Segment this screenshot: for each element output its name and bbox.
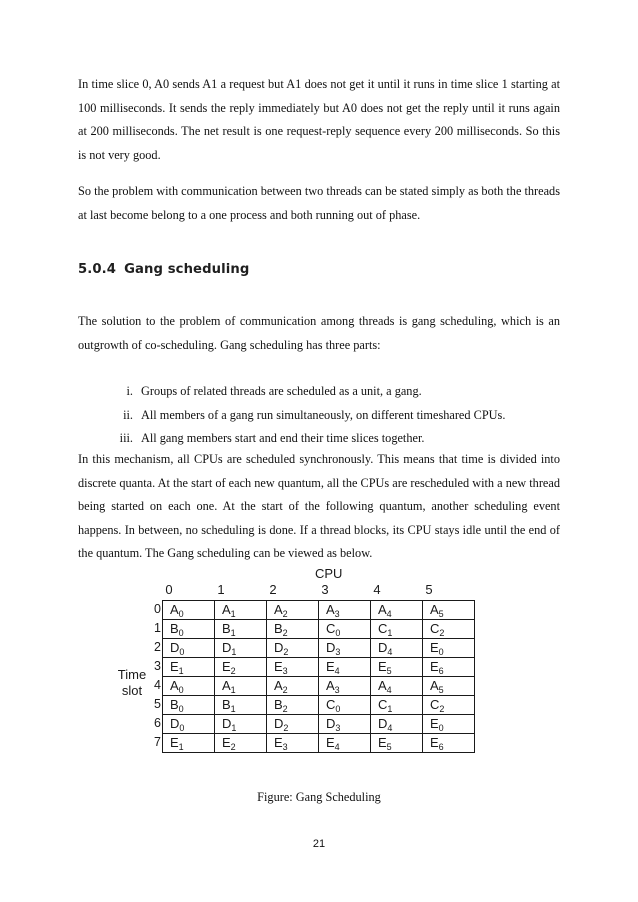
thread-index: 3 — [334, 684, 340, 695]
thread-cell — [215, 601, 267, 620]
thread-cell — [163, 734, 215, 753]
thread-letter: A — [222, 601, 231, 617]
thread-index: 0 — [179, 646, 185, 657]
thread-letter: A — [170, 677, 179, 693]
thread-index: 4 — [386, 684, 392, 695]
thread-index: 4 — [334, 741, 340, 752]
cpu-axis-label: CPU — [315, 566, 343, 581]
thread-index: 2 — [283, 646, 289, 657]
thread-index: 2 — [282, 608, 288, 619]
thread-cell — [423, 696, 475, 715]
paragraph-mechanism: In this mechanism, all CPUs are scheduled synchronously. This means that time is divided into discrete quanta. At the start of each new quantum, all the CPUs are rescheduled with a new thread being started on each one. At the start of the following quantum, another scheduling event happens. In between, no scheduling is done. If a thread blocks, its CPU stays idle until the end of the quantum. The Gang scheduling can be viewed as below. — [78, 452, 560, 560]
section-heading — [78, 262, 249, 277]
thread-index: 2 — [283, 722, 289, 733]
thread-cell — [423, 734, 475, 753]
thread-cell — [319, 620, 371, 639]
thread-cell — [163, 639, 215, 658]
thread-index: 0 — [438, 646, 444, 657]
thread-letter: E — [274, 658, 283, 674]
thread-index: 3 — [334, 608, 340, 619]
thread-letter: E — [274, 734, 283, 750]
table-row — [163, 696, 475, 715]
thread-index: 2 — [282, 703, 288, 714]
table-row — [163, 620, 475, 639]
thread-index: 5 — [386, 665, 392, 676]
thread-letter: E — [222, 658, 231, 674]
thread-letter: A — [274, 677, 283, 693]
thread-letter: C — [430, 696, 440, 712]
thread-letter: B — [274, 620, 283, 636]
thread-index: 1 — [231, 646, 237, 657]
time-slot-row-header: 6 — [154, 716, 161, 730]
list-marker: i. — [126, 384, 133, 398]
thread-cell — [423, 677, 475, 696]
thread-index: 1 — [178, 665, 184, 676]
thread-index: 6 — [438, 665, 444, 676]
thread-cell — [267, 715, 319, 734]
thread-cell — [423, 601, 475, 620]
thread-letter: B — [170, 620, 179, 636]
page-number: 21 — [312, 838, 326, 850]
thread-letter: C — [430, 620, 440, 636]
thread-cell — [371, 639, 423, 658]
time-slot-label-line-1: Time — [117, 667, 147, 682]
thread-index: 2 — [439, 627, 445, 638]
thread-letter: D — [170, 715, 180, 731]
thread-index: 0 — [335, 627, 341, 638]
thread-index: 2 — [282, 627, 288, 638]
thread-cell — [215, 639, 267, 658]
thread-letter: E — [170, 658, 179, 674]
thread-cell — [267, 658, 319, 677]
thread-cell — [163, 658, 215, 677]
thread-cell — [319, 696, 371, 715]
thread-index: 4 — [334, 665, 340, 676]
list-marker: iii. — [119, 431, 133, 445]
thread-index: 3 — [335, 722, 341, 733]
paragraph-time-slice: In time slice 0, A0 sends A1 a request but A1 does not get it until it runs in time slice 1 starting at 100 milliseconds. It sends the reply immediately but A0 does not get the reply until it runs again at 200 milliseconds. The net result is one request-reply sequence every 200 milliseconds. So this is not very good. — [78, 77, 560, 162]
thread-letter: C — [326, 696, 336, 712]
thread-letter: A — [378, 677, 387, 693]
thread-index: 1 — [178, 741, 184, 752]
thread-cell — [215, 696, 267, 715]
cpu-column-header: 4 — [373, 582, 381, 597]
thread-letter: D — [222, 715, 232, 731]
thread-cell — [319, 658, 371, 677]
time-slot-row-header: 0 — [154, 602, 161, 616]
thread-letter: A — [222, 677, 231, 693]
thread-cell — [267, 734, 319, 753]
thread-cell — [267, 601, 319, 620]
cpu-column-header: 0 — [165, 582, 173, 597]
thread-cell — [215, 677, 267, 696]
section-title: Gang scheduling — [124, 262, 250, 277]
thread-index: 3 — [335, 646, 341, 657]
cpu-column-header: 3 — [321, 582, 329, 597]
paragraph-gang-intro: The solution to the problem of communication among threads is gang scheduling, which is an outgrowth of co-scheduling. Gang scheduling has three parts: — [78, 314, 560, 352]
thread-letter: E — [222, 734, 231, 750]
thread-letter: B — [222, 696, 231, 712]
thread-cell — [371, 601, 423, 620]
thread-index: 0 — [335, 703, 341, 714]
thread-letter: D — [222, 639, 232, 655]
thread-index: 4 — [387, 646, 393, 657]
table-row — [163, 658, 475, 677]
thread-index: 1 — [230, 684, 236, 695]
time-slot-axis-label — [114, 667, 150, 699]
thread-letter: E — [430, 715, 439, 731]
thread-index: 2 — [282, 684, 288, 695]
time-slot-row-header: 1 — [154, 621, 161, 635]
thread-letter: A — [430, 601, 439, 617]
thread-letter: A — [170, 601, 179, 617]
thread-cell — [371, 620, 423, 639]
time-slot-row-header: 2 — [154, 640, 161, 654]
thread-letter: D — [274, 715, 284, 731]
thread-index: 1 — [387, 627, 393, 638]
list-item-text: Groups of related threads are scheduled as a unit, a gang. — [141, 384, 422, 398]
table-row — [163, 601, 475, 620]
thread-cell — [319, 734, 371, 753]
list-item — [78, 404, 560, 428]
cpu-column-header: 5 — [425, 582, 433, 597]
thread-cell — [267, 620, 319, 639]
thread-index: 4 — [387, 722, 393, 733]
thread-letter: D — [274, 639, 284, 655]
thread-cell — [371, 677, 423, 696]
thread-cell — [163, 620, 215, 639]
table-row — [163, 677, 475, 696]
figure-caption: Figure: Gang Scheduling — [257, 790, 381, 804]
thread-index: 5 — [386, 741, 392, 752]
thread-letter: A — [326, 601, 335, 617]
thread-index: 2 — [439, 703, 445, 714]
thread-letter: D — [378, 715, 388, 731]
gang-parts-list — [78, 380, 560, 451]
paragraph-communication-problem: So the problem with communication between two threads can be stated simply as both the threads at last become belong to a one process and both running out of phase. — [78, 184, 560, 222]
thread-index: 3 — [282, 665, 288, 676]
cpu-column-header: 2 — [269, 582, 277, 597]
thread-index: 2 — [230, 665, 236, 676]
thread-index: 0 — [178, 703, 184, 714]
list-item-text: All gang members start and end their time slices together. — [141, 431, 425, 445]
thread-letter: C — [378, 620, 388, 636]
schedule-table — [162, 600, 475, 753]
thread-index: 2 — [230, 741, 236, 752]
list-marker: ii. — [123, 407, 133, 422]
thread-letter: B — [170, 696, 179, 712]
thread-index: 3 — [282, 741, 288, 752]
thread-cell — [319, 715, 371, 734]
cpu-column-header: 1 — [217, 582, 225, 597]
thread-index: 1 — [230, 608, 236, 619]
thread-cell — [215, 715, 267, 734]
thread-letter: E — [170, 734, 179, 750]
thread-index: 1 — [387, 703, 393, 714]
thread-index: 0 — [438, 722, 444, 733]
thread-index: 6 — [438, 741, 444, 752]
thread-cell — [319, 677, 371, 696]
thread-cell — [319, 639, 371, 658]
thread-cell — [371, 658, 423, 677]
gang-scheduling-figure — [110, 560, 490, 770]
thread-cell — [267, 677, 319, 696]
thread-letter: A — [378, 601, 387, 617]
thread-letter: E — [430, 658, 439, 674]
list-item — [78, 427, 560, 451]
thread-cell — [215, 620, 267, 639]
thread-cell — [215, 658, 267, 677]
thread-index: 1 — [231, 722, 237, 733]
thread-letter: A — [430, 677, 439, 693]
time-slot-label-line-2: slot — [121, 683, 143, 698]
thread-cell — [163, 677, 215, 696]
thread-letter: A — [274, 601, 283, 617]
thread-letter: D — [326, 715, 336, 731]
thread-letter: A — [326, 677, 335, 693]
table-row — [163, 639, 475, 658]
thread-letter: C — [326, 620, 336, 636]
thread-index: 5 — [438, 608, 444, 619]
thread-index: 1 — [230, 627, 236, 638]
thread-cell — [371, 734, 423, 753]
thread-letter: D — [326, 639, 336, 655]
thread-index: 4 — [386, 608, 392, 619]
thread-letter: E — [326, 734, 335, 750]
table-row — [163, 734, 475, 753]
thread-index: 0 — [178, 627, 184, 638]
thread-cell — [423, 715, 475, 734]
thread-index: 0 — [179, 722, 185, 733]
thread-letter: B — [222, 620, 231, 636]
thread-cell — [423, 639, 475, 658]
thread-cell — [423, 620, 475, 639]
thread-cell — [371, 715, 423, 734]
thread-cell — [423, 658, 475, 677]
thread-cell — [371, 696, 423, 715]
table-row — [163, 715, 475, 734]
thread-letter: E — [430, 734, 439, 750]
thread-letter: B — [274, 696, 283, 712]
thread-letter: C — [378, 696, 388, 712]
list-item-text: All members of a gang run simultaneously, on different timeshared CPUs. — [141, 407, 506, 422]
thread-cell — [267, 639, 319, 658]
thread-letter: E — [326, 658, 335, 674]
thread-cell — [319, 601, 371, 620]
thread-letter: D — [170, 639, 180, 655]
time-slot-row-header: 5 — [154, 697, 161, 711]
thread-letter: E — [378, 734, 387, 750]
thread-cell — [163, 715, 215, 734]
thread-index: 5 — [438, 684, 444, 695]
time-slot-row-header: 4 — [154, 678, 161, 692]
thread-cell — [267, 696, 319, 715]
thread-letter: E — [378, 658, 387, 674]
thread-index: 0 — [178, 684, 184, 695]
thread-letter: E — [430, 639, 439, 655]
time-slot-row-header: 3 — [154, 659, 161, 673]
thread-cell — [163, 601, 215, 620]
list-item — [78, 380, 560, 404]
thread-letter: D — [378, 639, 388, 655]
time-slot-row-header: 7 — [154, 735, 161, 749]
thread-index: 1 — [230, 703, 236, 714]
thread-cell — [163, 696, 215, 715]
thread-index: 0 — [178, 608, 184, 619]
thread-cell — [215, 734, 267, 753]
section-number: 5.0.4 — [78, 262, 117, 277]
